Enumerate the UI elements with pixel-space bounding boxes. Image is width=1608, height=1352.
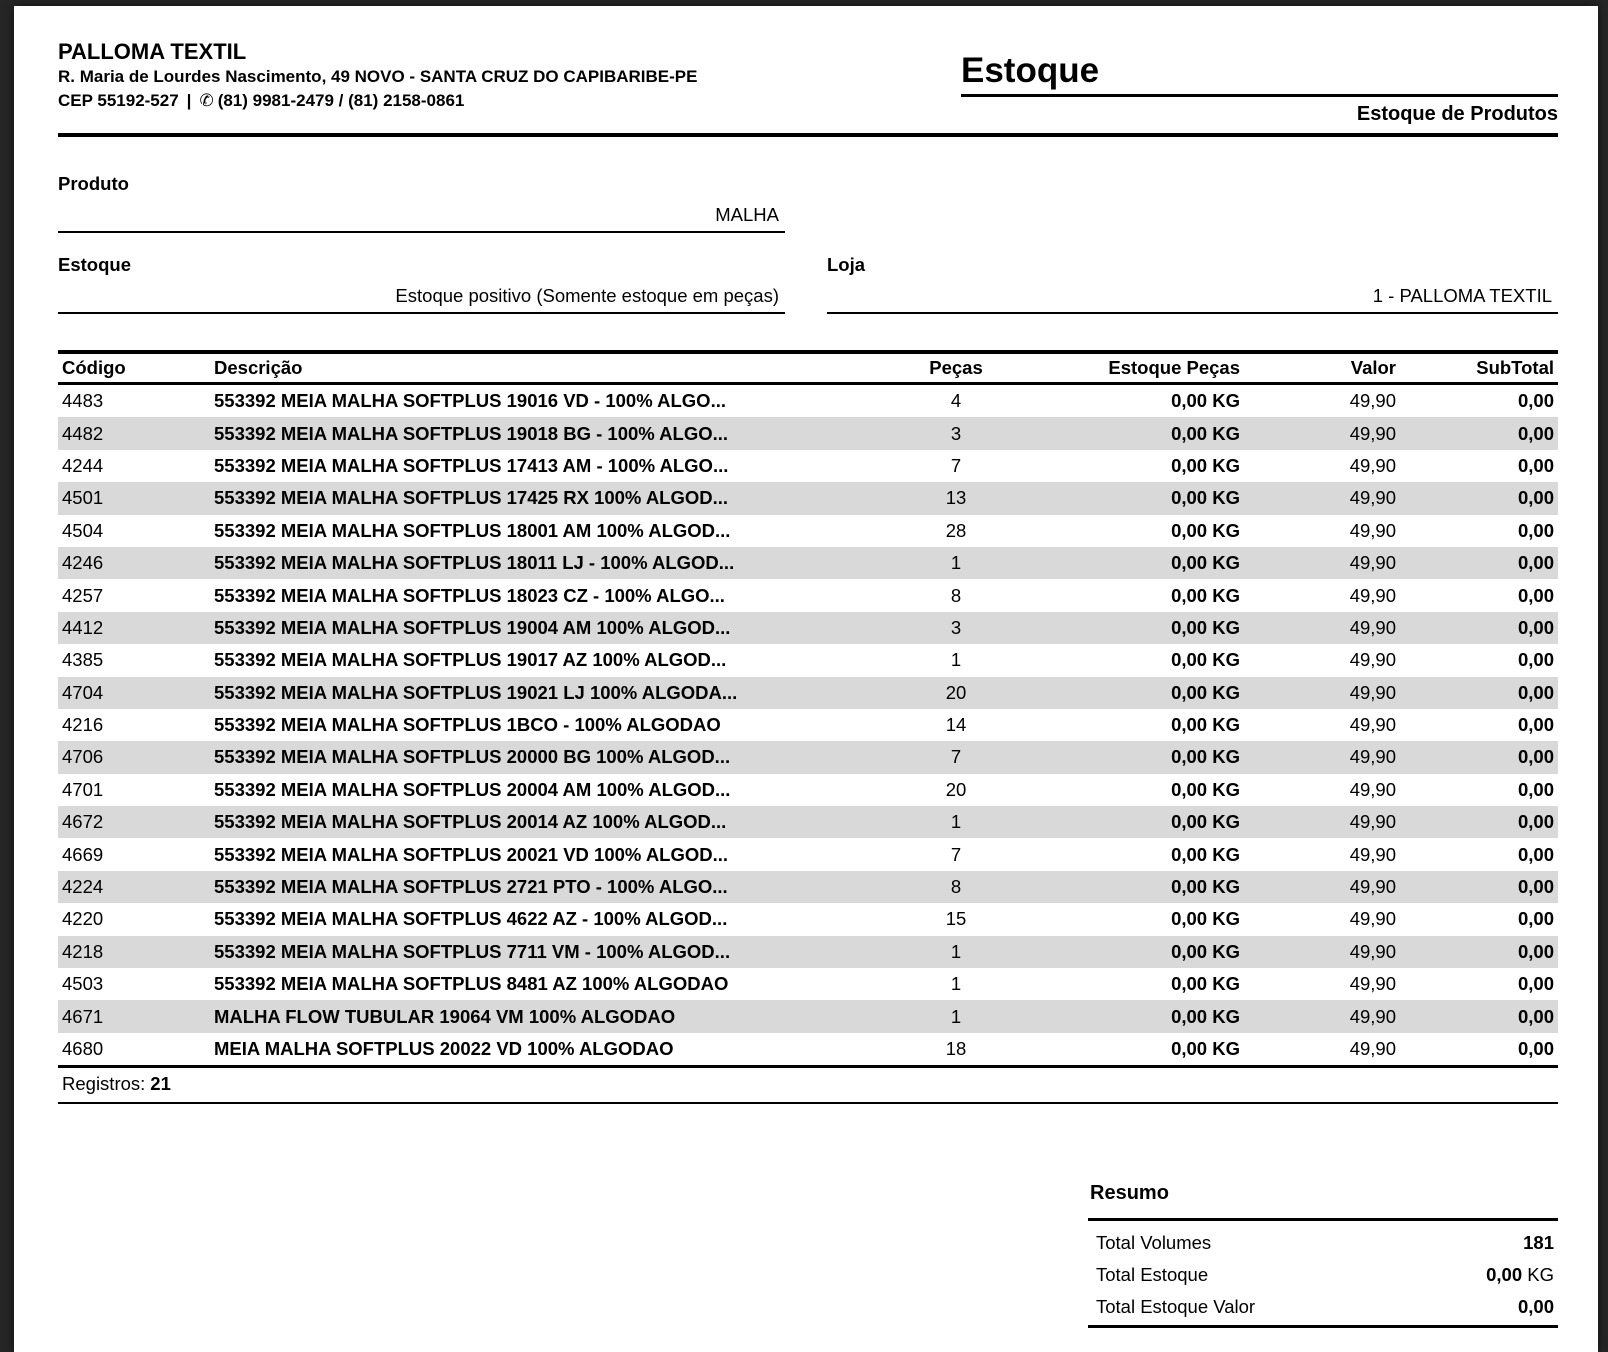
cell-pecas: 8 <box>950 584 962 606</box>
cell-codigo: 4220 <box>62 908 104 930</box>
cell-valor: 49,90 <box>1349 1005 1396 1027</box>
table-row <box>58 482 1558 514</box>
resumo-row <box>1088 1227 1558 1259</box>
table-row <box>58 612 1558 644</box>
table-row <box>58 677 1558 709</box>
cell-codigo: 4669 <box>62 843 104 865</box>
cell-descricao: MALHA FLOW TUBULAR 19064 VM 100% ALGODAO <box>214 1005 676 1027</box>
company-phones: (81) 9981-2479 / (81) 2158-0861 <box>217 91 465 110</box>
cell-estoque-pecas: 0,00 KG <box>1171 422 1240 444</box>
table-row <box>58 417 1558 449</box>
cell-descricao: 553392 MEIA MALHA SOFTPLUS 20004 AM 100% ALGOD... <box>214 778 731 800</box>
column-header-pecas: Peças <box>929 357 983 378</box>
cell-descricao: 553392 MEIA MALHA SOFTPLUS 19004 AM 100% ALGOD... <box>214 616 731 638</box>
company-address: R. Maria de Lourdes Nascimento, 49 NOVO - SANTA CRUZ DO CAPIBARIBE-PE <box>58 67 698 86</box>
cell-subtotal: 0,00 <box>1517 519 1554 541</box>
cell-pecas: 28 <box>945 519 967 541</box>
cell-codigo: 4706 <box>62 746 104 768</box>
cell-subtotal: 0,00 <box>1517 552 1554 574</box>
cell-descricao: 553392 MEIA MALHA SOFTPLUS 20014 AZ 100% ALGOD... <box>214 811 727 833</box>
resumo-row-label: Total Estoque <box>1096 1264 1209 1286</box>
cell-codigo: 4680 <box>62 1038 104 1059</box>
cell-subtotal: 0,00 <box>1517 714 1554 736</box>
cell-descricao: 553392 MEIA MALHA SOFTPLUS 19018 BG - 100% ALGO... <box>214 422 729 444</box>
cell-valor: 49,90 <box>1349 681 1396 703</box>
cell-estoque-pecas: 0,00 KG <box>1171 681 1240 703</box>
cell-valor: 49,90 <box>1349 649 1396 671</box>
report-subtitle: Estoque de Produtos <box>1356 103 1558 125</box>
report-header <box>58 40 1558 125</box>
cell-codigo: 4412 <box>62 616 104 638</box>
company-block <box>58 40 697 125</box>
cell-valor: 49,90 <box>1349 940 1396 962</box>
filter-produto-label: Produto <box>58 173 129 194</box>
company-cep: CEP 55192-527 <box>58 91 179 110</box>
resumo-row <box>1088 1259 1558 1291</box>
cell-descricao: MEIA MALHA SOFTPLUS 20022 VD 100% ALGODAO <box>214 1038 674 1059</box>
cell-codigo: 4385 <box>62 649 104 671</box>
cell-valor: 49,90 <box>1349 843 1396 865</box>
cell-pecas: 1 <box>950 552 962 574</box>
cell-estoque-pecas: 0,00 KG <box>1171 746 1240 768</box>
filter-produto-value: MALHA <box>715 204 779 225</box>
stock-table <box>58 350 1558 1104</box>
cell-valor: 49,90 <box>1349 552 1396 574</box>
cell-estoque-pecas: 0,00 KG <box>1171 1005 1240 1027</box>
cell-codigo: 4701 <box>62 778 104 800</box>
cell-descricao: 553392 MEIA MALHA SOFTPLUS 20000 BG 100% ALGOD... <box>214 746 731 768</box>
cell-valor: 49,90 <box>1349 487 1396 509</box>
cell-estoque-pecas: 0,00 KG <box>1171 519 1240 541</box>
column-header-estoque-pecas: Estoque Peças <box>1108 357 1240 378</box>
cell-subtotal: 0,00 <box>1517 940 1554 962</box>
table-row <box>58 741 1558 773</box>
header-divider <box>58 133 1558 137</box>
cell-estoque-pecas: 0,00 KG <box>1171 940 1240 962</box>
cell-subtotal: 0,00 <box>1517 1038 1554 1059</box>
table-row <box>58 1033 1558 1065</box>
cell-descricao: 553392 MEIA MALHA SOFTPLUS 18001 AM 100% ALGOD... <box>214 519 731 541</box>
cell-valor: 49,90 <box>1349 973 1396 995</box>
cell-valor: 49,90 <box>1349 714 1396 736</box>
column-header-descricao: Descrição <box>214 357 303 378</box>
cell-estoque-pecas: 0,00 KG <box>1171 973 1240 995</box>
cell-pecas: 1 <box>950 811 962 833</box>
cell-estoque-pecas: 0,00 KG <box>1171 1038 1240 1059</box>
cell-pecas: 3 <box>950 616 962 638</box>
resumo-row-label: Total Volumes <box>1096 1232 1212 1254</box>
resumo-row <box>1088 1291 1558 1323</box>
table-row <box>58 1000 1558 1032</box>
cell-codigo: 4218 <box>62 940 104 962</box>
cell-codigo: 4672 <box>62 811 104 833</box>
cell-valor: 49,90 <box>1349 746 1396 768</box>
table-row <box>58 838 1558 870</box>
cell-subtotal: 0,00 <box>1517 908 1554 930</box>
cell-codigo: 4216 <box>62 714 104 736</box>
cell-estoque-pecas: 0,00 KG <box>1171 778 1240 800</box>
cell-subtotal: 0,00 <box>1517 584 1554 606</box>
cell-pecas: 7 <box>950 746 962 768</box>
filter-estoque-value: Estoque positivo (Somente estoque em peças) <box>395 285 779 306</box>
cell-descricao: 553392 MEIA MALHA SOFTPLUS 18023 CZ - 100% ALGO... <box>214 584 725 606</box>
cell-subtotal: 0,00 <box>1517 746 1554 768</box>
table-row <box>58 968 1558 1000</box>
cell-descricao: 553392 MEIA MALHA SOFTPLUS 17413 AM - 100% ALGO... <box>214 454 729 476</box>
cell-pecas: 7 <box>950 454 962 476</box>
table-row <box>58 515 1558 547</box>
resumo-row-unit: KG <box>1522 1264 1554 1286</box>
filter-row-2 <box>58 254 1558 314</box>
cell-pecas: 18 <box>945 1038 967 1059</box>
resumo-title: Resumo <box>1088 1182 1558 1221</box>
cell-pecas: 20 <box>945 681 967 703</box>
company-name: PALLOMA TEXTIL <box>58 39 247 64</box>
cell-descricao: 553392 MEIA MALHA SOFTPLUS 17425 RX 100% ALGOD... <box>214 487 729 509</box>
cell-valor: 49,90 <box>1349 876 1396 898</box>
table-row <box>58 709 1558 741</box>
cell-valor: 49,90 <box>1349 422 1396 444</box>
cell-subtotal: 0,00 <box>1517 778 1554 800</box>
cell-pecas: 7 <box>950 843 962 865</box>
cell-subtotal: 0,00 <box>1517 973 1554 995</box>
registros-line <box>58 1065 1558 1104</box>
resumo-row-value: 181 <box>1523 1232 1554 1254</box>
cell-subtotal: 0,00 <box>1517 876 1554 898</box>
report-title: Estoque <box>961 52 1558 97</box>
cell-codigo: 4704 <box>62 681 104 703</box>
cell-subtotal: 0,00 <box>1517 649 1554 671</box>
cell-estoque-pecas: 0,00 KG <box>1171 552 1240 574</box>
cell-valor: 49,90 <box>1349 908 1396 930</box>
cell-estoque-pecas: 0,00 KG <box>1171 584 1240 606</box>
phone-icon: ✆ <box>199 91 214 110</box>
registros-count: 21 <box>150 1073 171 1095</box>
filter-produto <box>58 173 785 233</box>
filters-section <box>58 173 1558 314</box>
registros-label: Registros: <box>62 1073 146 1095</box>
cell-pecas: 4 <box>950 390 962 412</box>
column-header-subtotal: SubTotal <box>1476 357 1554 378</box>
cell-valor: 49,90 <box>1349 390 1396 412</box>
table-row <box>58 450 1558 482</box>
cell-codigo: 4501 <box>62 487 104 509</box>
cell-codigo: 4224 <box>62 876 104 898</box>
table-header-row <box>58 354 1558 385</box>
table-row <box>58 903 1558 935</box>
cell-pecas: 1 <box>950 649 962 671</box>
cell-valor: 49,90 <box>1349 1038 1396 1059</box>
filter-estoque <box>58 254 785 314</box>
cell-valor: 49,90 <box>1349 454 1396 476</box>
cell-pecas: 14 <box>945 714 967 736</box>
cell-valor: 49,90 <box>1349 616 1396 638</box>
cell-pecas: 3 <box>950 422 962 444</box>
cell-codigo: 4244 <box>62 454 104 476</box>
cell-pecas: 20 <box>945 778 967 800</box>
cell-descricao: 553392 MEIA MALHA SOFTPLUS 19017 AZ 100% ALGOD... <box>214 649 727 671</box>
cell-pecas: 8 <box>950 876 962 898</box>
cell-codigo: 4483 <box>62 390 104 412</box>
cell-codigo: 4257 <box>62 584 104 606</box>
filter-loja <box>827 254 1558 314</box>
cell-estoque-pecas: 0,00 KG <box>1171 390 1240 412</box>
filter-loja-label: Loja <box>827 254 866 275</box>
cell-subtotal: 0,00 <box>1517 422 1554 444</box>
cell-estoque-pecas: 0,00 KG <box>1171 487 1240 509</box>
cell-estoque-pecas: 0,00 KG <box>1171 811 1240 833</box>
cell-codigo: 4503 <box>62 973 104 995</box>
cell-pecas: 15 <box>945 908 967 930</box>
cell-descricao: 553392 MEIA MALHA SOFTPLUS 2721 PTO - 100% ALGO... <box>214 876 728 898</box>
table-row <box>58 579 1558 611</box>
company-contact <box>58 90 697 112</box>
title-block <box>961 40 1558 125</box>
cell-estoque-pecas: 0,00 KG <box>1171 616 1240 638</box>
cell-descricao: 553392 MEIA MALHA SOFTPLUS 19021 LJ 100% ALGODA... <box>214 681 738 703</box>
cell-descricao: 553392 MEIA MALHA SOFTPLUS 1BCO - 100% ALGODAO <box>214 714 721 736</box>
cell-codigo: 4504 <box>62 519 104 541</box>
cell-estoque-pecas: 0,00 KG <box>1171 843 1240 865</box>
cell-descricao: 553392 MEIA MALHA SOFTPLUS 19016 VD - 100% ALGO... <box>214 390 726 412</box>
cell-pecas: 1 <box>950 940 962 962</box>
cell-valor: 49,90 <box>1349 519 1396 541</box>
cell-subtotal: 0,00 <box>1517 681 1554 703</box>
cell-subtotal: 0,00 <box>1517 811 1554 833</box>
cell-descricao: 553392 MEIA MALHA SOFTPLUS 7711 VM - 100% ALGOD... <box>214 940 731 962</box>
report-page <box>14 6 1598 1352</box>
column-header-valor: Valor <box>1350 357 1396 378</box>
resumo-row-label: Total Estoque Valor <box>1096 1296 1256 1318</box>
table-row <box>58 871 1558 903</box>
cell-subtotal: 0,00 <box>1517 1005 1554 1027</box>
cell-descricao: 553392 MEIA MALHA SOFTPLUS 4622 AZ - 100% ALGOD... <box>214 908 728 930</box>
cell-subtotal: 0,00 <box>1517 390 1554 412</box>
cell-descricao: 553392 MEIA MALHA SOFTPLUS 18011 LJ - 100% ALGOD... <box>214 552 735 574</box>
resumo-section <box>1088 1182 1558 1328</box>
cell-subtotal: 0,00 <box>1517 487 1554 509</box>
cell-subtotal: 0,00 <box>1517 843 1554 865</box>
cell-estoque-pecas: 0,00 KG <box>1171 714 1240 736</box>
cell-codigo: 4482 <box>62 422 104 444</box>
cell-valor: 49,90 <box>1349 778 1396 800</box>
cell-estoque-pecas: 0,00 KG <box>1171 908 1240 930</box>
column-header-codigo: Código <box>62 357 126 378</box>
cell-pecas: 1 <box>950 973 962 995</box>
cell-pecas: 1 <box>950 1005 962 1027</box>
cell-pecas: 13 <box>945 487 967 509</box>
contact-separator: | <box>186 91 192 110</box>
cell-descricao: 553392 MEIA MALHA SOFTPLUS 8481 AZ 100% ALGODAO <box>214 973 729 995</box>
table-row <box>58 547 1558 579</box>
cell-estoque-pecas: 0,00 KG <box>1171 876 1240 898</box>
cell-codigo: 4246 <box>62 552 104 574</box>
resumo-row-value: 0,00 <box>1517 1296 1554 1318</box>
cell-subtotal: 0,00 <box>1517 616 1554 638</box>
table-row <box>58 806 1558 838</box>
filter-loja-value: 1 - PALLOMA TEXTIL <box>1372 285 1552 306</box>
table-row <box>58 385 1558 417</box>
cell-descricao: 553392 MEIA MALHA SOFTPLUS 20021 VD 100% ALGOD... <box>214 843 729 865</box>
cell-subtotal: 0,00 <box>1517 454 1554 476</box>
cell-estoque-pecas: 0,00 KG <box>1171 649 1240 671</box>
table-row <box>58 774 1558 806</box>
cell-codigo: 4671 <box>62 1005 104 1027</box>
cell-estoque-pecas: 0,00 KG <box>1171 454 1240 476</box>
cell-valor: 49,90 <box>1349 811 1396 833</box>
table-row <box>58 936 1558 968</box>
filter-estoque-label: Estoque <box>58 254 131 275</box>
cell-valor: 49,90 <box>1349 584 1396 606</box>
table-row <box>58 644 1558 676</box>
resumo-row-value: 0,00 KG <box>1486 1264 1554 1286</box>
resumo-rows <box>1088 1221 1558 1328</box>
